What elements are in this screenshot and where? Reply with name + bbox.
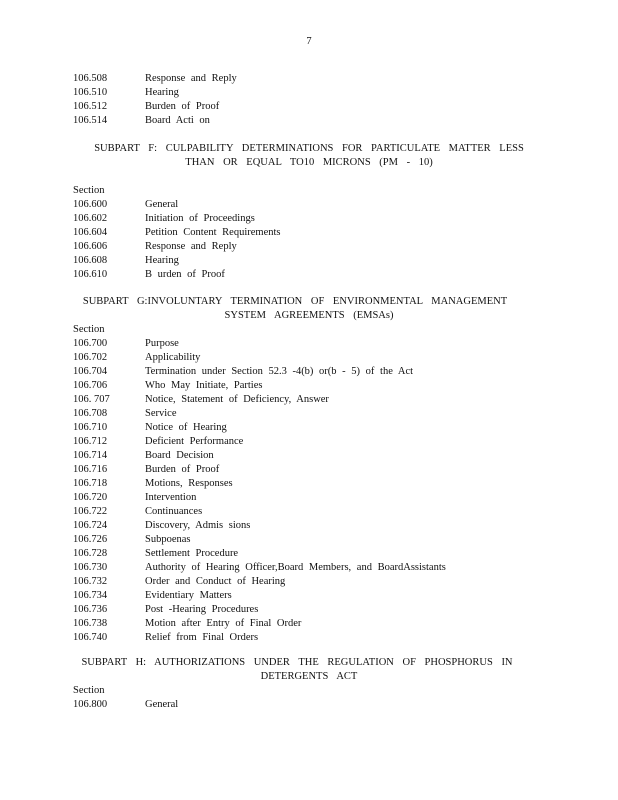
toc-row	[73, 603, 258, 617]
subpart-h-heading-line1: SUBPART H: AUTHORIZATIONS UNDER THE REGULATION OF PHOSPHORUS IN	[81, 657, 513, 668]
section-title: Who May Initiate, Parties	[145, 380, 263, 391]
toc-row	[73, 547, 238, 561]
section-number: 106.720	[73, 492, 108, 503]
toc-row	[73, 435, 243, 449]
subpart-f-heading-line1: SUBPART F: CULPABILITY DETERMINATIONS FOR PARTICULATE MATTER LESS	[94, 143, 524, 154]
subpart-g-heading-line1: SUBPART G:INVOLUNTARY TERMINATION OF ENVIRONMENTAL MANAGEMENT	[82, 296, 508, 307]
section-title: Notice, Statement of Deficiency, Answer	[145, 394, 329, 405]
toc-row	[73, 477, 233, 491]
section-number: 106.600	[73, 199, 108, 210]
toc-row	[73, 114, 210, 128]
section-title: Motion after Entry of Final Order	[145, 618, 302, 629]
section-title: Continuances	[145, 506, 203, 517]
section-number: 106.738	[73, 618, 108, 629]
section-number: 106.718	[73, 478, 108, 489]
section-number: 106.702	[73, 352, 108, 363]
section-title: Burden of Proof	[145, 101, 220, 112]
section-title: Response and Reply	[145, 73, 237, 84]
section-label: Section	[73, 185, 105, 196]
toc-row	[73, 698, 178, 712]
section-title: Deficient Performance	[145, 436, 244, 447]
section-title: General	[145, 699, 179, 710]
section-title: Relief from Final Orders	[145, 632, 259, 643]
toc-row	[73, 226, 281, 240]
toc-row	[73, 240, 237, 254]
toc-row	[73, 505, 202, 519]
toc-row	[73, 72, 237, 86]
section-number: 106.724	[73, 520, 108, 531]
toc-row	[73, 254, 179, 268]
toc-row	[73, 379, 262, 393]
section-number: 106.736	[73, 604, 108, 615]
subpart-h-heading-line2: DETERGENTS ACT	[260, 671, 358, 682]
section-number: 106. 707	[73, 394, 110, 405]
section-title: Intervention	[145, 492, 197, 503]
subpart-f-heading-line2: THAN OR EQUAL TO10 MICRONS (PM - 10)	[185, 157, 433, 168]
toc-row	[73, 533, 191, 547]
section-title: Applicability	[145, 352, 201, 363]
section-title: Service	[145, 408, 177, 419]
toc-row	[73, 86, 179, 100]
section-title: Board Acti on	[145, 115, 210, 126]
section-number: 106.512	[73, 101, 108, 112]
toc-row	[73, 268, 225, 282]
toc-row	[73, 365, 413, 379]
section-title: Response and Reply	[145, 241, 237, 252]
subpart-g-heading-line2: SYSTEM AGREEMENTS (EMSAs)	[224, 310, 394, 321]
toc-row	[73, 463, 219, 477]
section-number: 106.604	[73, 227, 108, 238]
section-number: 106.510	[73, 87, 108, 98]
section-number: 106.704	[73, 366, 108, 377]
section-title: General	[145, 199, 179, 210]
section-label: Section	[73, 324, 105, 335]
section-title: B urden of Proof	[145, 269, 225, 280]
toc-row	[73, 519, 250, 533]
section-title: Burden of Proof	[145, 464, 220, 475]
section-number: 106.726	[73, 534, 108, 545]
section-number: 106.722	[73, 506, 108, 517]
section-number: 106.734	[73, 590, 108, 601]
section-title: Subpoenas	[145, 534, 191, 545]
toc-row	[73, 449, 214, 463]
section-number: 106.608	[73, 255, 108, 266]
section-title: Petition Content Requirements	[145, 227, 281, 238]
section-title: Motions, Responses	[145, 478, 233, 489]
toc-row	[73, 212, 255, 226]
section-title: Authority of Hearing Officer,Board Members, and BoardAssistants	[145, 562, 446, 573]
section-number: 106.714	[73, 450, 108, 461]
section-number: 106.706	[73, 380, 108, 391]
toc-row	[73, 631, 258, 645]
toc-row	[73, 407, 177, 421]
section-title: Notice of Hearing	[145, 422, 227, 433]
section-number: 106.800	[73, 699, 108, 710]
section-number: 106.710	[73, 422, 108, 433]
section-number: 106.508	[73, 73, 108, 84]
section-title: Hearing	[145, 87, 179, 98]
section-number: 106.732	[73, 576, 108, 587]
section-number: 106.514	[73, 115, 108, 126]
toc-row	[73, 351, 200, 365]
toc-row	[73, 100, 219, 114]
section-title: Purpose	[145, 338, 179, 349]
section-label: Section	[73, 685, 105, 696]
toc-row	[73, 421, 227, 435]
toc-row	[73, 617, 301, 631]
section-title: Discovery, Admis sions	[145, 520, 251, 531]
toc-row	[73, 198, 178, 212]
toc-row	[73, 491, 196, 505]
page-number: 7	[306, 36, 312, 47]
section-title: Post -Hearing Procedures	[145, 604, 259, 615]
section-title: Settlement Procedure	[145, 548, 239, 559]
section-number: 106.730	[73, 562, 108, 573]
section-number: 106.740	[73, 632, 108, 643]
toc-row	[73, 575, 285, 589]
section-title: Initiation of Proceedings	[145, 213, 255, 224]
section-title: Hearing	[145, 255, 179, 266]
toc-row	[73, 589, 232, 603]
section-number: 106.610	[73, 269, 108, 280]
section-number: 106.716	[73, 464, 108, 475]
section-number: 106.728	[73, 548, 108, 559]
toc-row	[73, 561, 446, 575]
section-number: 106.700	[73, 338, 108, 349]
toc-row	[73, 337, 179, 351]
section-title: Termination under Section 52.3 -4(b) or(b - 5) of the Act	[145, 366, 414, 377]
section-title: Evidentiary Matters	[145, 590, 232, 601]
section-title: Board Decision	[145, 450, 214, 461]
section-number: 106.712	[73, 436, 108, 447]
toc-row	[73, 393, 329, 407]
section-number: 106.708	[73, 408, 108, 419]
section-title: Order and Conduct of Hearing	[145, 576, 286, 587]
section-number: 106.606	[73, 241, 108, 252]
section-number: 106.602	[73, 213, 108, 224]
